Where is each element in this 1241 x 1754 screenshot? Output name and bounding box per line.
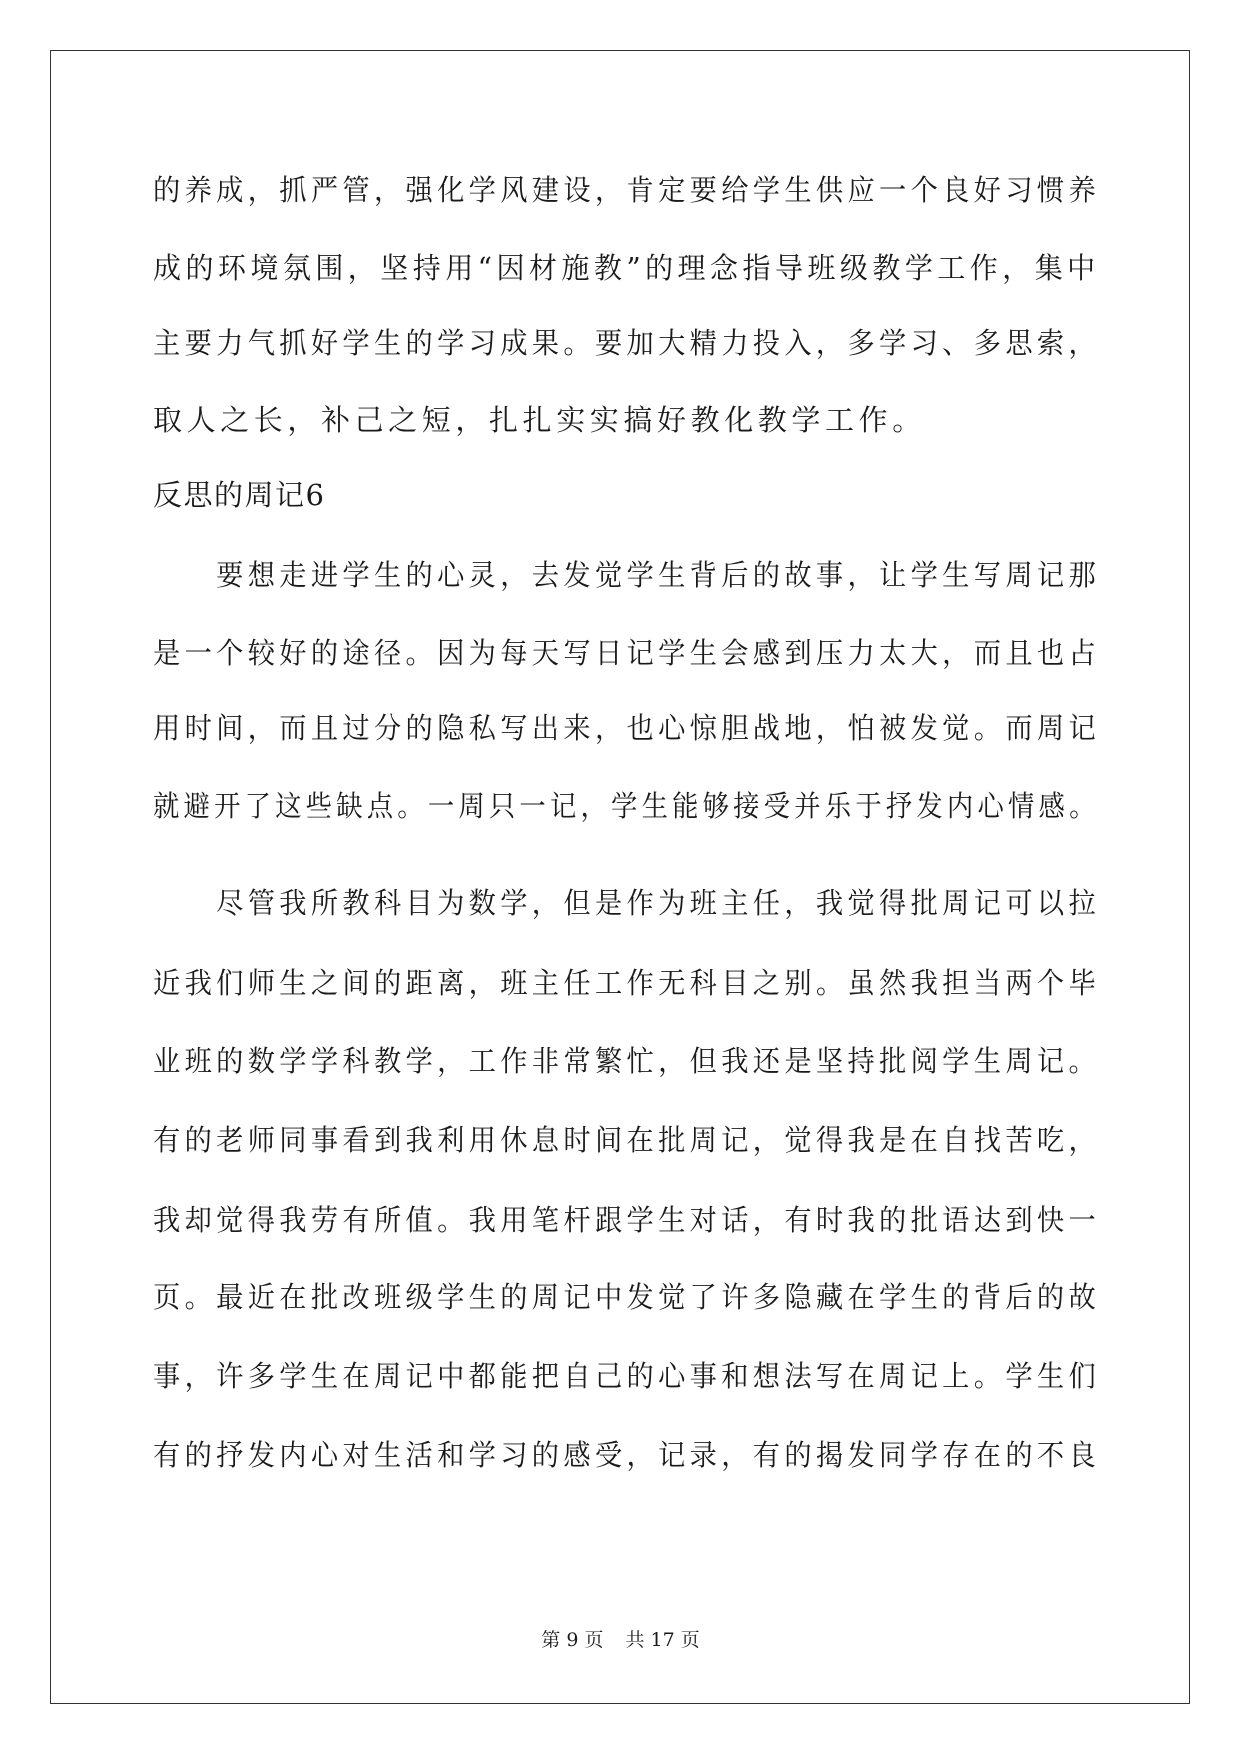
text-line: 就避开了这些缺点。一周只一记，学生能够接受并乐于抒发内心情感。 [153,789,1100,823]
text-line: 有的老师同事看到我利用休息时间在批周记，觉得我是在自找苦吃， [153,1123,1101,1157]
text-line: 有的抒发内心对生活和学习的感受，记录，有的揭发同学存在的不良 [153,1438,1101,1472]
text-line: 用时间，而且过分的隐私写出来，也心惊胆战地，怕被发觉。而周记 [153,711,1101,745]
text-line: 页。最近在批改班级学生的周记中发觉了许多隐藏在学生的背后的故 [153,1280,1101,1314]
text-line: 业班的数学学科教学，工作非常繁忙，但我还是坚持批阅学生周记。 [153,1044,1101,1078]
text-line: 尽管我所教科目为数学，但是作为班主任，我觉得批周记可以拉 [153,886,1101,920]
page-number: 第 9 页 [541,1629,604,1651]
text-line: 事，许多学生在周记中都能把自己的心事和想法写在周记上。学生们 [153,1359,1101,1393]
page-footer [0,1628,1241,1652]
text-line: 近我们师生之间的距离，班主任工作无科目之别。虽然我担当两个毕 [153,966,1101,1000]
text-line: 要想走进学生的心灵，去发觉学生背后的故事，让学生写周记那 [153,558,1101,592]
text-line: 主要力气抓好学生的学习成果。要加大精力投入，多学习、多思索， [153,326,1101,360]
text-line: 是一个较好的途径。因为每天写日记学生会感到压力太大，而且也占 [153,636,1101,670]
text-line: 我却觉得我劳有所值。我用笔杆跟学生对话，有时我的批语达到快一 [153,1203,1101,1237]
text-line: 成的环境氛围，坚持用“因材施教”的理念指导班级教学工作，集中 [153,251,1100,285]
section-heading: 反思的周记6 [153,478,326,512]
page-total: 共 17 页 [625,1629,700,1651]
text-line: 取人之长，补己之短，扎扎实实搞好教化教学工作。 [153,403,926,437]
text-line: 的养成，抓严管，强化学风建设，肯定要给学生供应一个良好习惯养 [153,173,1101,207]
